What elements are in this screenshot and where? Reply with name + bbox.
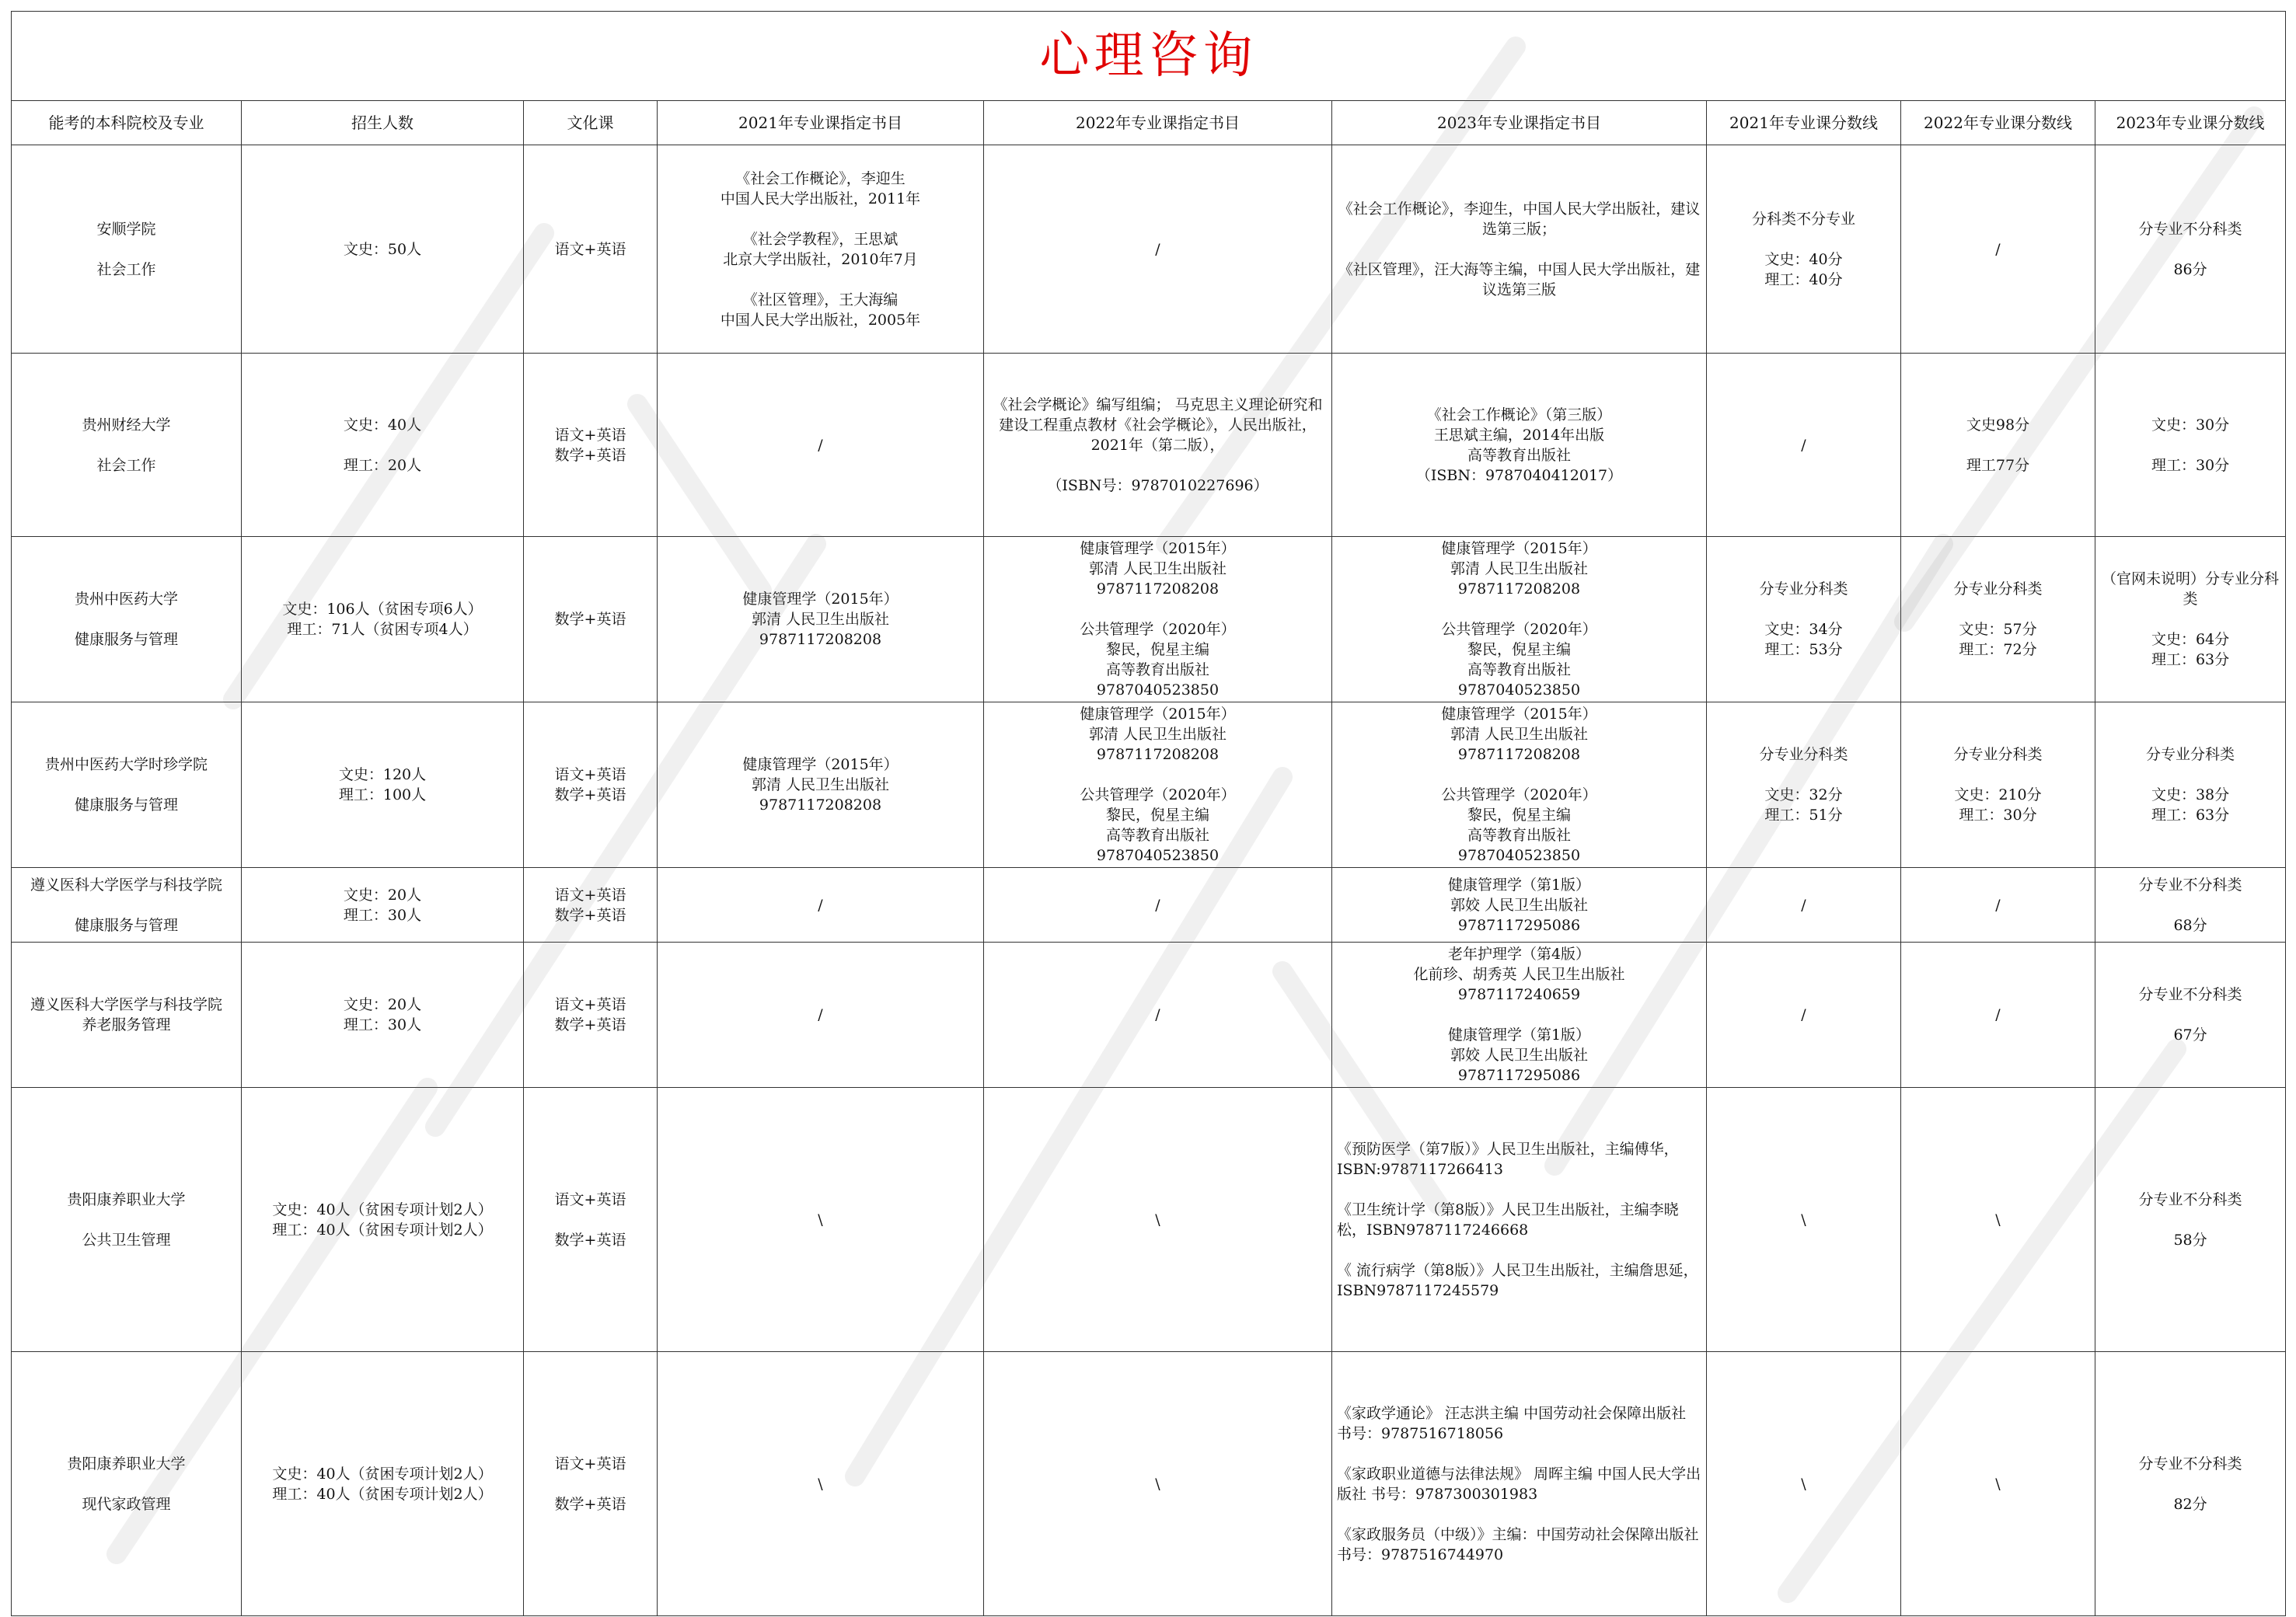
books-2021-cell: / xyxy=(658,943,984,1088)
culture-cell: 语文+英语 数学+英语 xyxy=(524,868,658,943)
table-row xyxy=(12,354,2286,537)
books-2023-cell: 健康管理学（第1版） 郭姣 人民卫生出版社 9787117295086 xyxy=(1332,868,1707,943)
table-row xyxy=(12,702,2286,868)
school-cell: 贵州财经大学 社会工作 xyxy=(12,354,242,537)
table-row xyxy=(12,1088,2286,1352)
books-2021-cell: 健康管理学（2015年） 郭清 人民卫生出版社 9787117208208 xyxy=(658,537,984,702)
books-2022-cell: \ xyxy=(984,1352,1332,1616)
score-2023-cell: 分专业不分科类 68分 xyxy=(2095,868,2286,943)
score-2023-cell: 分专业不分科类 86分 xyxy=(2095,145,2286,354)
header-score-2022: 2022年专业课分数线 xyxy=(1901,101,2095,145)
quota-cell: 文史：40人（贫困专项计划2人） 理工：40人（贫困专项计划2人） xyxy=(242,1088,524,1352)
books-2023-cell: 《家政学通论》 汪志洪主编 中国劳动社会保障出版社 书号：9787516718056 《家政职业道德与法律法规》 周晖主编 中国人民大学出版社 书号：9787300301983 《家政服务员（中级）》主编：中国劳动社会保障出版社 书号：9787516744970 xyxy=(1332,1352,1707,1616)
header-school: 能考的本科院校及专业 xyxy=(12,101,242,145)
admission-table-sheet xyxy=(11,11,2285,1604)
admission-table xyxy=(11,11,2286,1616)
books-2021-cell: / xyxy=(658,354,984,537)
culture-cell: 语文+英语 数学+英语 xyxy=(524,702,658,868)
books-2023-cell: 《社会工作概论》，李迎生，中国人民大学出版社，建议选第三版； 《社区管理》，汪大海等主编，中国人民大学出版社，建议选第三版 xyxy=(1332,145,1707,354)
header-score-2021: 2021年专业课分数线 xyxy=(1707,101,1901,145)
culture-cell: 语文+英语 数学+英语 xyxy=(524,1352,658,1616)
header-quota: 招生人数 xyxy=(242,101,524,145)
score-2022-cell: \ xyxy=(1901,1088,2095,1352)
table-row xyxy=(12,145,2286,354)
score-2022-cell: / xyxy=(1901,868,2095,943)
culture-cell: 语文+英语 数学+英语 xyxy=(524,354,658,537)
books-2022-cell: / xyxy=(984,145,1332,354)
table-row xyxy=(12,868,2286,943)
books-2021-cell: / xyxy=(658,868,984,943)
quota-cell: 文史：120人 理工：100人 xyxy=(242,702,524,868)
header-row xyxy=(12,101,2286,145)
score-2021-cell: / xyxy=(1707,868,1901,943)
school-cell: 遵义医科大学医学与科技学院 健康服务与管理 xyxy=(12,868,242,943)
table-row xyxy=(12,1352,2286,1616)
books-2022-cell: 健康管理学（2015年） 郭清 人民卫生出版社 9787117208208 公共管理学（2020年） 黎民，倪星主编 高等教育出版社 9787040523850 xyxy=(984,537,1332,702)
header-books-2021: 2021年专业课指定书目 xyxy=(658,101,984,145)
score-2022-cell: 文史98分 理工77分 xyxy=(1901,354,2095,537)
score-2021-cell: / xyxy=(1707,943,1901,1088)
school-cell: 贵州中医药大学时珍学院 健康服务与管理 xyxy=(12,702,242,868)
header-score-2023: 2023年专业课分数线 xyxy=(2095,101,2286,145)
score-2022-cell: / xyxy=(1901,943,2095,1088)
header-books-2023: 2023年专业课指定书目 xyxy=(1332,101,1707,145)
score-2022-cell: 分专业分科类 文史：210分 理工：30分 xyxy=(1901,702,2095,868)
score-2023-cell: 文史：30分 理工：30分 xyxy=(2095,354,2286,537)
culture-cell: 数学+英语 xyxy=(524,537,658,702)
books-2022-cell: \ xyxy=(984,1088,1332,1352)
culture-cell: 语文+英语 数学+英语 xyxy=(524,943,658,1088)
school-cell: 贵阳康养职业大学 现代家政管理 xyxy=(12,1352,242,1616)
culture-cell: 语文+英语 xyxy=(524,145,658,354)
score-2022-cell: / xyxy=(1901,145,2095,354)
books-2023-cell: 《社会工作概论》（第三版） 王思斌主编，2014年出版 高等教育出版社 （ISBN：9787040412017） xyxy=(1332,354,1707,537)
score-2021-cell: 分科类不分专业 文史：40分 理工：40分 xyxy=(1707,145,1901,354)
score-2022-cell: 分专业分科类 文史：57分 理工：72分 xyxy=(1901,537,2095,702)
books-2021-cell: \ xyxy=(658,1352,984,1616)
school-cell: 贵州中医药大学 健康服务与管理 xyxy=(12,537,242,702)
books-2022-cell: / xyxy=(984,943,1332,1088)
books-2021-cell: 《社会工作概论》，李迎生 中国人民大学出版社，2011年 《社会学教程》，王思斌 北京大学出版社，2010年7月 《社区管理》，王大海编 中国人民大学出版社，2005年 xyxy=(658,145,984,354)
score-2022-cell: \ xyxy=(1901,1352,2095,1616)
books-2023-cell: 《预防医学（第7版）》人民卫生出版社，主编傅华，ISBN:9787117266413 《卫生统计学（第8版）》人民卫生出版社，主编李晓松，ISBN9787117246668 《 流行病学（第8版）》人民卫生出版社，主编詹思延，ISBN9787117245579 xyxy=(1332,1088,1707,1352)
score-2021-cell: 分专业分科类 文史：32分 理工：51分 xyxy=(1707,702,1901,868)
books-2021-cell: 健康管理学（2015年） 郭清 人民卫生出版社 9787117208208 xyxy=(658,702,984,868)
score-2023-cell: 分专业分科类 文史：38分 理工：63分 xyxy=(2095,702,2286,868)
quota-cell: 文史：40人 理工：20人 xyxy=(242,354,524,537)
books-2022-cell: / xyxy=(984,868,1332,943)
score-2023-cell: 分专业不分科类 58分 xyxy=(2095,1088,2286,1352)
books-2023-cell: 老年护理学（第4版） 化前珍、胡秀英 人民卫生出版社 9787117240659 健康管理学（第1版） 郭姣 人民卫生出版社 9787117295086 xyxy=(1332,943,1707,1088)
school-cell: 贵阳康养职业大学 公共卫生管理 xyxy=(12,1088,242,1352)
school-cell: 安顺学院 社会工作 xyxy=(12,145,242,354)
quota-cell: 文史：20人 理工：30人 xyxy=(242,943,524,1088)
score-2021-cell: / xyxy=(1707,354,1901,537)
books-2021-cell: \ xyxy=(658,1088,984,1352)
books-2023-cell: 健康管理学（2015年） 郭清 人民卫生出版社 9787117208208 公共管理学（2020年） 黎民，倪星主编 高等教育出版社 9787040523850 xyxy=(1332,702,1707,868)
table-row xyxy=(12,537,2286,702)
score-2021-cell: 分专业分科类 文史：34分 理工：53分 xyxy=(1707,537,1901,702)
table-row xyxy=(12,943,2286,1088)
books-2022-cell: 健康管理学（2015年） 郭清 人民卫生出版社 9787117208208 公共管理学（2020年） 黎民，倪星主编 高等教育出版社 9787040523850 xyxy=(984,702,1332,868)
school-cell: 遵义医科大学医学与科技学院 养老服务管理 xyxy=(12,943,242,1088)
books-2023-cell: 健康管理学（2015年） 郭清 人民卫生出版社 9787117208208 公共管理学（2020年） 黎民，倪星主编 高等教育出版社 9787040523850 xyxy=(1332,537,1707,702)
score-2023-cell: （官网未说明）分专业分科类 文史：64分 理工：63分 xyxy=(2095,537,2286,702)
score-2021-cell: \ xyxy=(1707,1088,1901,1352)
culture-cell: 语文+英语 数学+英语 xyxy=(524,1088,658,1352)
books-2022-cell: 《社会学概论》编写组编； 马克思主义理论研究和建设工程重点教材《社会学概论》，人民出版社，2021年（第二版）， （ISBN号：9787010227696） xyxy=(984,354,1332,537)
quota-cell: 文史：106人（贫困专项6人） 理工：71人（贫困专项4人） xyxy=(242,537,524,702)
score-2023-cell: 分专业不分科类 67分 xyxy=(2095,943,2286,1088)
score-2023-cell: 分专业不分科类 82分 xyxy=(2095,1352,2286,1616)
quota-cell: 文史：20人 理工：30人 xyxy=(242,868,524,943)
quota-cell: 文史：50人 xyxy=(242,145,524,354)
quota-cell: 文史：40人（贫困专项计划2人） 理工：40人（贫困专项计划2人） xyxy=(242,1352,524,1616)
header-books-2022: 2022年专业课指定书目 xyxy=(984,101,1332,145)
score-2021-cell: \ xyxy=(1707,1352,1901,1616)
header-culture: 文化课 xyxy=(524,101,658,145)
page-title: 心理咨询 xyxy=(12,12,2286,101)
